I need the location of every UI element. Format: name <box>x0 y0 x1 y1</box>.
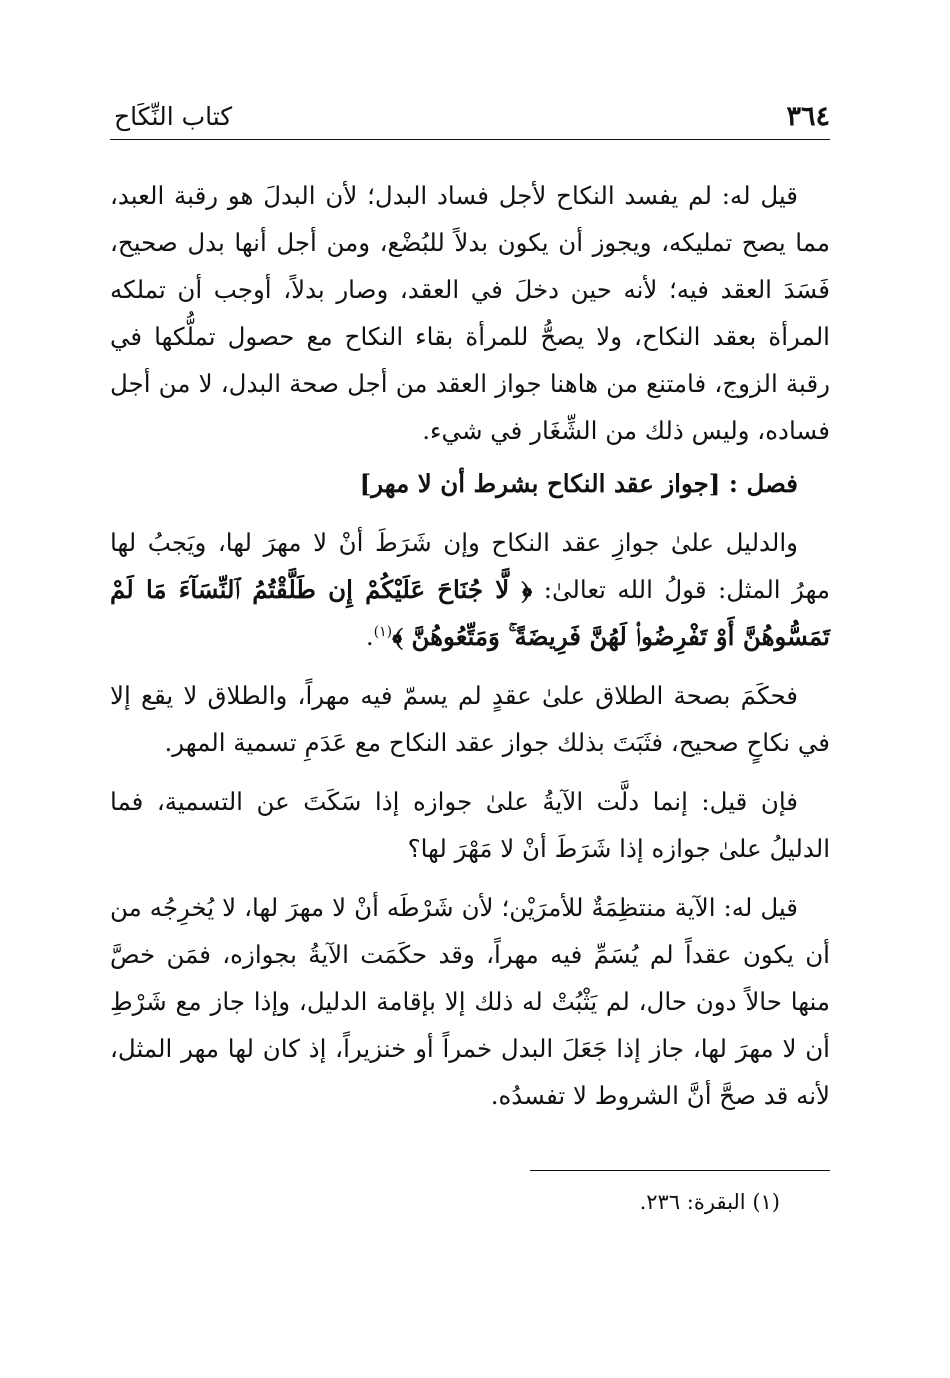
section-heading: فصل : [جواز عقد النكاح بشرط أن لا مهر] <box>359 469 798 498</box>
quran-verse: ﴿ لَّا جُنَاحَ عَلَيْكُمْ إِن طَلَّقْتُمُ ٱلنِّسَآءَ مَا لَمْ تَمَسُّوهُنَّ أَوْ تَفْرِضُوا۟ لَهُنَّ فَرِيضَةً ۚ وَمَتِّعُوهُنَّ ﴾ <box>110 575 830 651</box>
running-header <box>110 95 830 140</box>
footnote-divider <box>530 1170 830 1171</box>
book-page <box>110 95 830 1214</box>
paragraph: قيل له: لم يفسد النكاح لأجل فساد البدل؛ لأن البدلَ هو رقبة العبد، مما يصح تمليكه، ويجوز أن يكون بدلاً للبُضْع، ومن أجل أنها بدل صحيح، فَسَدَ العقد فيه؛ لأنه حين دخلَ في العقد، وصار بدلاً، أوجب أن تملكه المرأة بعقد النكاح، ولا يصحُّ للمرأة بقاء النكاح مع حصول تملُّكها في رقبة الزوج، فامتنع من هاهنا جواز العقد من أجل صحة البدل، لا من أجل فساده، وليس ذلك من الشِّغَار في شيء. <box>110 181 830 445</box>
quran-paragraph-end: . <box>365 622 374 651</box>
quran-paragraph <box>110 519 830 660</box>
page-number: ٣٦٤ <box>786 101 830 132</box>
footnote: (١) البقرة: ٢٣٦. <box>639 1190 780 1214</box>
paragraph: فحكَمَ بصحة الطلاق علىٰ عقدٍ لم يسمّ فيه مهراً، والطلاق لا يقع إلا في نكاحٍ صحيح، فثَبَتَ بذلك جواز عقد النكاح مع عَدَمِ تسمية المهر. <box>110 681 830 757</box>
paragraph: فإن قيل: إنما دلَّت الآيةُ علىٰ جوازه إذا سَكَتَ عن التسمية، فما الدليلُ علىٰ جوازه إذا شَرَطَ أنْ لا مَهْرَ لها؟ <box>110 787 830 863</box>
quran-paragraph-lead: والدليل علىٰ جوازِ عقد النكاح وإن شَرَطَ أنْ لا مهرَ لها، ويَجبُ لها مهرُ المثل: قولُ الله تعالىٰ: <box>110 528 830 604</box>
main-text <box>110 172 830 1119</box>
book-title: كتاب النِّكَاح <box>114 102 233 131</box>
paragraph: قيل له: الآية منتظِمَةٌ للأمرَيْن؛ لأن شَرْطَه أنْ لا مهرَ لها، لا يُخرِجُه من أن يكون عقداً لم يُسَمِّ فيه مهراً، وقد حكَمَت الآيةُ بجوازه، فمَن خصَّ منها حالاً دون حال، لم يَثْبُتْ له ذلك إلا بإقامة الدليل، وإذا جاز مع شَرْطِ أن لا مهرَ لها، جاز إذا جَعَلَ البدل خمراً أو خنزيراً، إذ كان لها مهر المثل، لأنه قد صحَّ أنَّ الشروط لا تفسدُه. <box>110 893 830 1110</box>
footnote-marker: (١) <box>373 623 393 640</box>
